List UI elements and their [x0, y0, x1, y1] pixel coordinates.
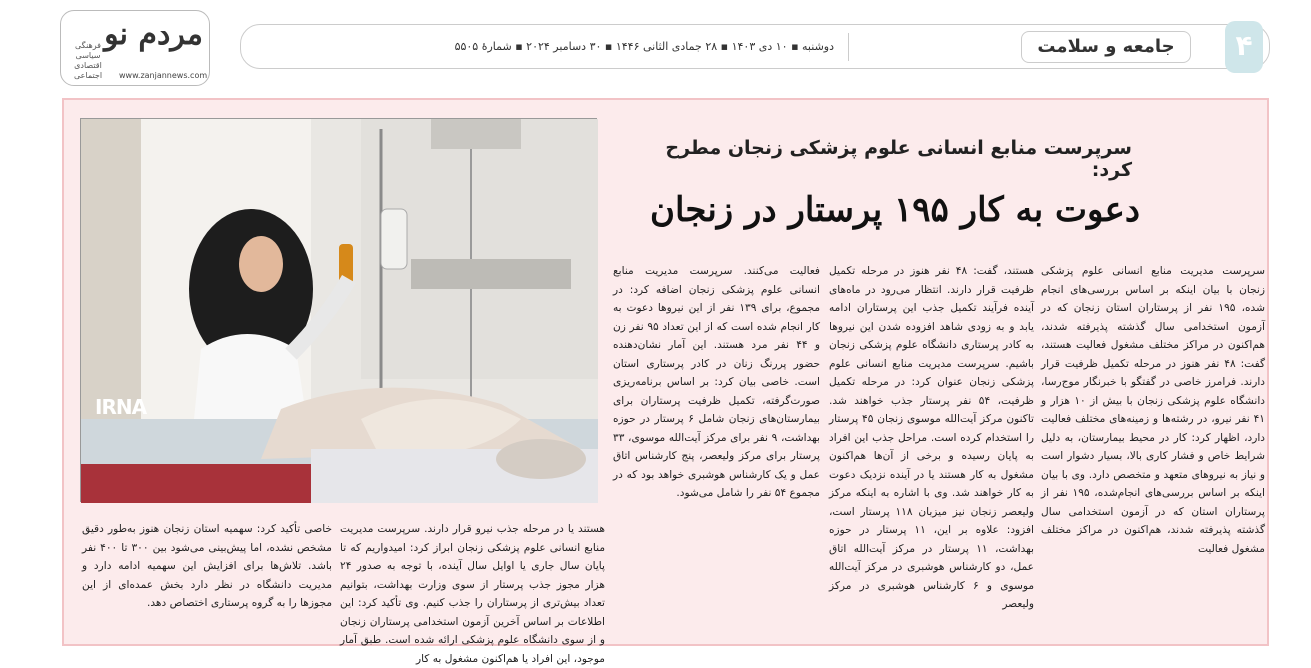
- masthead-logo[interactable]: [60, 10, 210, 86]
- nurse-photo-illustration: [81, 119, 598, 503]
- website-link[interactable]: www.zanjannews.com: [119, 71, 208, 80]
- article-column-5: خاصی تأکید کرد: سهمیه استان زنجان هنوز به‌طور دقیق مشخص نشده، اما پیش‌بینی می‌شود بین ۳۰۰ تا ۴۰۰ نفر باشد. تلاش‌ها برای افزایش این سهمیه ادامه دارد و مدیریت دانشگاه در نظر دارد بخش عمده‌ای از این مجوزها را به گروه پرستاری اختصاص دهد.: [82, 523, 332, 609]
- article-column-1: سرپرست مدیریت منابع انسانی علوم پزشکی زنجان با بیان اینکه بر اساس بررسی‌های انجام شده، ۱۹۵ نفر از پرستاران استان زنجان که در آزمون استخدامی سال گذشته پذیرفته شدند، هم‌اکنون در مراکز مختلف مشغول فعالیت هستند، گفت: ۴۸ نفر هنوز در مرحله تکمیل ظرفیت قرار دارند. فرامرز خاصی در گفتگو با خبرنگار موج‌رسا، دانشگاه علوم پزشکی زنجان با بیش از ۱۰ هزار و ۴۱ نفر نیرو، در رشته‌ها و زمینه‌های مختلف فعالیت دارد، اظهار کرد: کار در محیط بیمارستان، به دلیل شرایط خاص و فشار کاری بالا، بسیار دشوار است و نیاز به نیروهای متعهد و متخصص دارد. وی با بیان اینکه بر اساس بررسی‌های انجام‌شده، ۱۹۵ نفر از پرستاران استان که در آزمون استخدامی سال گذشته پذیرفته شدند، هم‌اکنون در مراکز مختلف مشغول فعالیت: [1041, 265, 1265, 555]
- photo-credit: IRNA: [95, 395, 147, 419]
- article-photo[interactable]: [80, 118, 597, 502]
- article-headline[interactable]: دعوت به کار ۱۹۵ پرستار در زنجان: [650, 190, 1140, 230]
- article-column-3: فعالیت می‌کنند. سرپرست مدیریت منابع انسانی علوم پزشکی زنجان اضافه کرد: در مجموع، برای ۱۳۹ نفر از این نیروها دعوت به کار انجام شده است که از این تعداد ۹۵ نفر زن و ۴۴ نفر مرد هستند. این آمار نشان‌دهنده حضور پررنگ زنان در کادر پرستاری استان است. خاصی بیان کرد: بر اساس برنامه‌ریزی صورت‌گرفته، تکمیل ظرفیت پرستاران برای بیمارستان‌های زنجان شامل ۶ پرستار در حوزه بهداشت، ۹ نفر برای مرکز آیت‌الله موسوی، ۳۳ پرستار برای مرکز ولیعصر، پنج کارشناس اتاق عمل و یک کارشناس هوشبری خواهد بود که در مجموع ۵۴ نفر را شامل می‌شود.: [613, 265, 820, 499]
- article-column-2: هستند، گفت: ۴۸ نفر هنوز در مرحله تکمیل ظرفیت قرار دارند. انتظار می‌رود در ماه‌های آینده فرآیند تکمیل جذب این پرستاران ادامه یابد و به زودی شاهد افزوده شدن این نیروها به کادر پرستاری دانشگاه علوم پزشکی زنجان باشیم. سرپرست مدیریت منابع انسانی علوم پزشکی زنجان عنوان کرد: در مرحله تکمیل ظرفیت، ۵۴ نفر پرستار جذب خواهند شد. تاکنون مرکز آیت‌الله موسوی زنجان ۴۵ پرستار را استخدام کرده است. مراحل جذب این افراد به پایان رسیده و برخی از آن‌ها هم‌اکنون مشغول به کار هستند یا در آینده نزدیک دعوت به کار خواهند شد. وی با اشاره به اینکه مرکز ولیعصر زنجان نیز میزبان ۱۱۸ پرستار است، افزود: علاوه بر این، ۱۱ پرستار در حوزه بهداشت، ۱۱ پرستار در مرکز آیت‌الله اتاق عمل، دو کارشناس هوشبری در مرکز آیت‌الله موسوی و ۶ کارشناس هوشبری در مرکز ولیعصر: [829, 265, 1035, 610]
- article-column-4: هستند یا در مرحله جذب نیرو قرار دارند. سرپرست مدیریت منابع انسانی علوم پزشکی زنجان ابراز کرد: امیدواریم که تا پایان سال جاری یا اوایل سال آینده، با توجه به صدور ۲۴ هزار مجوز جذب پرستار از سوی وزارت بهداشت، بتوانیم تعداد بیش‌تری از پرستاران را جذب کنیم. وی تأکید کرد: این اطلاعات بر اساس آخرین آزمون استخدامی پرستاران زنجان و از سوی دانشگاه علوم پزشکی ارائه شده است. طبق آمار موجود، این افراد یا هم‌اکنون مشغول به کار: [340, 523, 605, 665]
- section-title: جامعه و سلامت: [1021, 31, 1191, 63]
- article-kicker: سرپرست منابع انسانی علوم پزشکی زنجان مطرح کرد:: [665, 137, 1132, 181]
- logo-title: مردم نو: [104, 17, 203, 52]
- date-line: دوشنبه ▪ ۱۰ دی ۱۴۰۳ ▪ ۲۸ جمادی الثانی ۱۴۴۶ ▪ ۳۰ دسامبر ۲۰۲۴ ▪ شمارهٔ ۵۵۰۵: [249, 33, 849, 61]
- header-bar: [240, 24, 1270, 69]
- logo-subtitle: فرهنگی سیاسی اقتصادی اجتماعی: [73, 41, 103, 80]
- page-number: ۴: [1225, 21, 1263, 73]
